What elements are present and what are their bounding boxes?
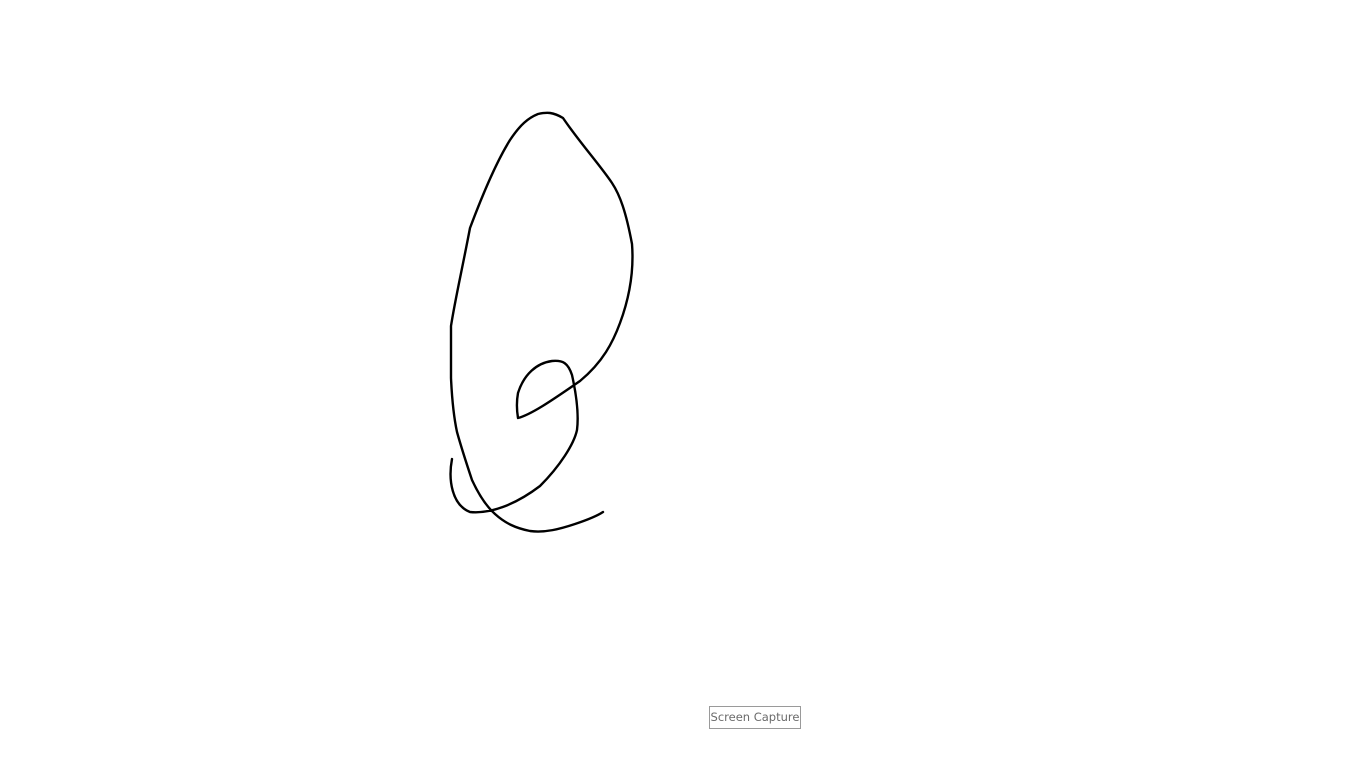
freehand-ink-stroke xyxy=(451,113,633,532)
screen-capture-label: Screen Capture xyxy=(709,706,801,729)
